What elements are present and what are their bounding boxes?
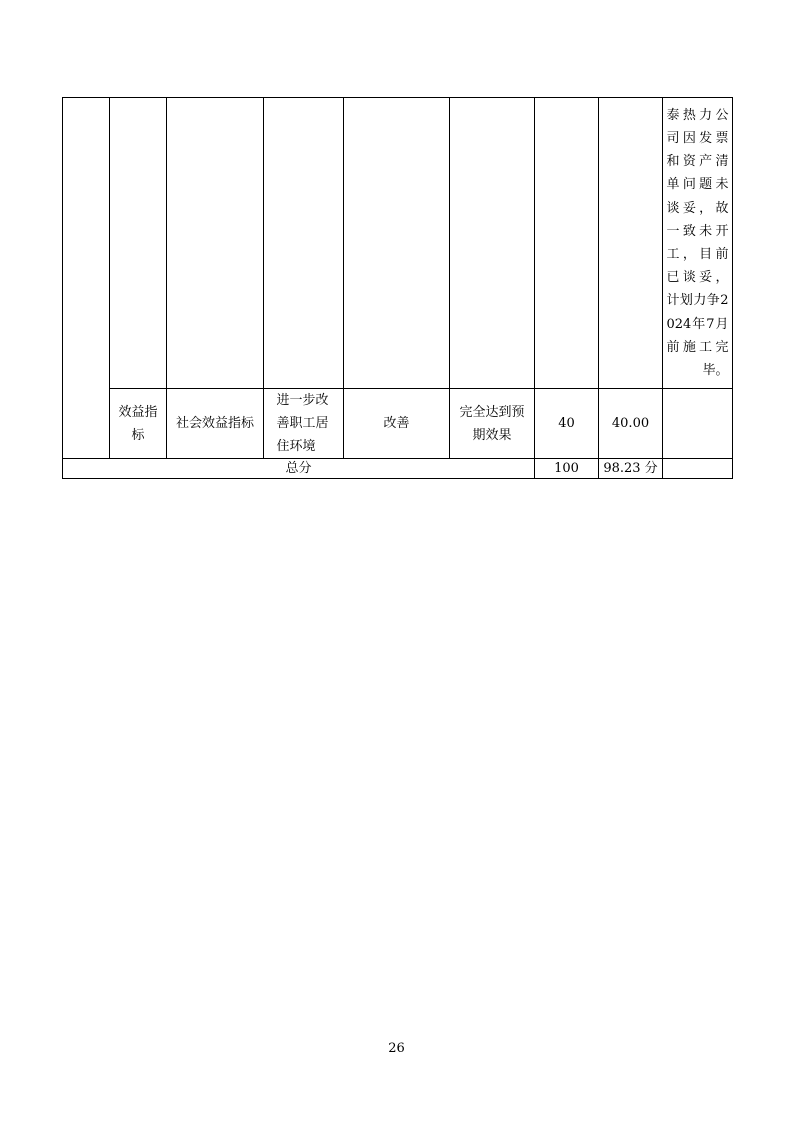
weight-value: 40: [558, 416, 575, 431]
table-cell-remark: [663, 98, 733, 389]
table-cell-empty: [110, 98, 167, 389]
total-weight: 100: [554, 460, 579, 476]
remark-note: 泰热力公司因发票和资产清单问题未谈妥，故一致未开工，目前已谈妥，计划力争2024年7月前施工完毕。: [666, 107, 729, 379]
table-cell-actual: [450, 389, 535, 459]
table-cell-total-weight: [535, 459, 599, 479]
level2-label: 社会效益指标: [175, 416, 254, 431]
table-cell-total-remark: [663, 459, 733, 479]
table-cell-total-score: [599, 459, 663, 479]
target-value: 改善: [383, 416, 410, 431]
table-row-benefit: [63, 389, 733, 459]
table-cell-empty: [599, 98, 663, 389]
table-cell-weight: [535, 389, 599, 459]
table-cell-empty: [344, 98, 450, 389]
table-cell-remark: [663, 389, 733, 459]
table-cell-level1: [110, 389, 167, 459]
table-row-total: [63, 459, 733, 479]
table-cell-empty: [535, 98, 599, 389]
table-row-continued: [63, 98, 733, 389]
level1-label: 效益指标: [118, 404, 158, 443]
table-cell-empty: [450, 98, 535, 389]
page-number: 26: [388, 1041, 405, 1056]
table-cell-score: [599, 389, 663, 459]
table-cell-empty: [264, 98, 344, 389]
table-cell-total-label: [63, 459, 535, 479]
total-label: 总分: [285, 460, 312, 476]
indicator-label: 进一步改善职工居住环境: [276, 393, 329, 454]
actual-value: 完全达到预期效果: [459, 404, 525, 443]
table-cell-level2: [167, 389, 264, 459]
score-value: 40.00: [611, 416, 650, 431]
total-score: 98.23 分: [603, 460, 658, 476]
performance-table: [62, 97, 733, 479]
table-cell-target: [344, 389, 450, 459]
table-cell-indicator: [264, 389, 344, 459]
table-cell-empty: [167, 98, 264, 389]
table-cell-level0: [63, 98, 110, 459]
